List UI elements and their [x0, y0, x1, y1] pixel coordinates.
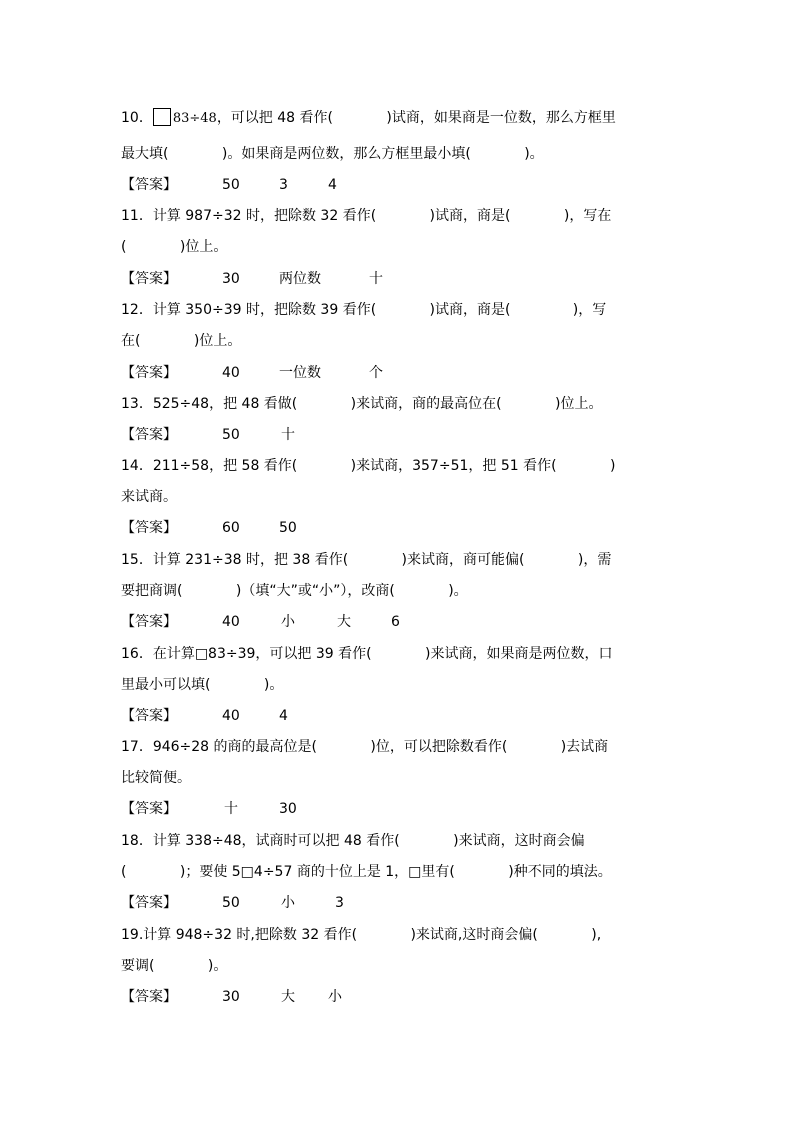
question-16-line1: 16．在计算□83÷39，可以把 39 看作( )来试商，如果商是两位数，口	[121, 646, 613, 662]
answer-value: 两位数	[279, 271, 321, 287]
question-12-line1: 12．计算 350÷39 时，把除数 39 看作( )试商，商是( )，写	[121, 302, 607, 318]
answer-value: 十	[281, 427, 295, 443]
question-17-line2: 比较简便。	[121, 770, 191, 786]
answer-label: 【答案】	[121, 271, 177, 287]
answer-value: 30	[222, 271, 240, 287]
answer-value: 40	[222, 614, 240, 630]
answer-value: 十	[369, 271, 383, 287]
answer-value: 一位数	[279, 365, 321, 381]
blank-box	[153, 108, 171, 126]
answer-label: 【答案】	[121, 895, 177, 911]
answer-value: 30	[279, 801, 297, 817]
question-13-line1: 13．525÷48，把 48 看做( )来试商，商的最高位在( )位上。	[121, 396, 603, 412]
answer-value: 大	[337, 614, 351, 630]
answer-value: 4	[328, 177, 337, 193]
question-11-line2: ( )位上。	[121, 239, 228, 255]
answer-value: 大	[281, 989, 295, 1005]
question-17-line1: 17．946÷28 的商的最高位是( )位，可以把除数看作( )去试商	[121, 739, 609, 755]
answer-value: 50	[279, 520, 297, 536]
answer-label: 【答案】	[121, 614, 177, 630]
answer-label: 【答案】	[121, 708, 177, 724]
answer-value: 40	[222, 708, 240, 724]
answer-value: 个	[369, 365, 383, 381]
question-10-line2: 最大填( )。如果商是两位数，那么方框里最小填( )。	[121, 146, 544, 162]
answer-value: 60	[222, 520, 240, 536]
question-14-line1: 14．211÷58，把 58 看作( )来试商，357÷51，把 51 看作( )	[121, 458, 616, 474]
answer-label: 【答案】	[121, 801, 177, 817]
answer-value: 40	[222, 365, 240, 381]
answer-value: 小	[281, 614, 295, 630]
question-16-line2: 里最小可以填( )。	[121, 677, 284, 693]
answer-value: 4	[279, 708, 288, 724]
answer-label: 【答案】	[121, 365, 177, 381]
question-18-line2: ( )；要使 5□4÷57 商的十位上是 1，□里有( )种不同的填法。	[121, 864, 612, 880]
answer-label: 【答案】	[121, 427, 177, 443]
answer-label: 【答案】	[121, 520, 177, 536]
question-14-line2: 来试商。	[121, 489, 177, 505]
question-10-line1	[121, 108, 616, 128]
question-text: ，可以把 48 看作( )试商，如果商是一位数，那么方框里	[216, 110, 616, 126]
answer-value: 50	[222, 895, 240, 911]
answer-label: 【答案】	[121, 989, 177, 1005]
answer-value: 小	[328, 989, 342, 1005]
answer-value: 50	[222, 427, 240, 443]
question-number: 10．	[121, 110, 153, 126]
answer-value: 30	[222, 989, 240, 1005]
answer-value: 6	[391, 614, 400, 630]
question-15-line1: 15．计算 231÷38 时，把 38 看作( )来试商，商可能偏( )，需	[121, 552, 612, 568]
question-19-line2: 要调( )。	[121, 958, 228, 974]
division-expression: 83÷48	[172, 111, 217, 126]
answer-label: 【答案】	[121, 177, 177, 193]
question-12-line2: 在( )位上。	[121, 333, 242, 349]
question-19-line1: 19.计算 948÷32 时,把除数 32 看作( )来试商,这时商会偏( ),	[121, 927, 602, 943]
answer-value: 小	[281, 895, 295, 911]
question-15-line2: 要把商调( )（填“大”或“小”），改商( )。	[121, 583, 468, 599]
answer-value: 十	[224, 801, 238, 817]
answer-value: 3	[335, 895, 344, 911]
answer-value: 3	[279, 177, 288, 193]
question-18-line1: 18．计算 338÷48，试商时可以把 48 看作( )来试商，这时商会偏	[121, 833, 585, 849]
answer-value: 50	[222, 177, 240, 193]
question-11-line1: 11．计算 987÷32 时，把除数 32 看作( )试商，商是( )，写在	[121, 208, 612, 224]
